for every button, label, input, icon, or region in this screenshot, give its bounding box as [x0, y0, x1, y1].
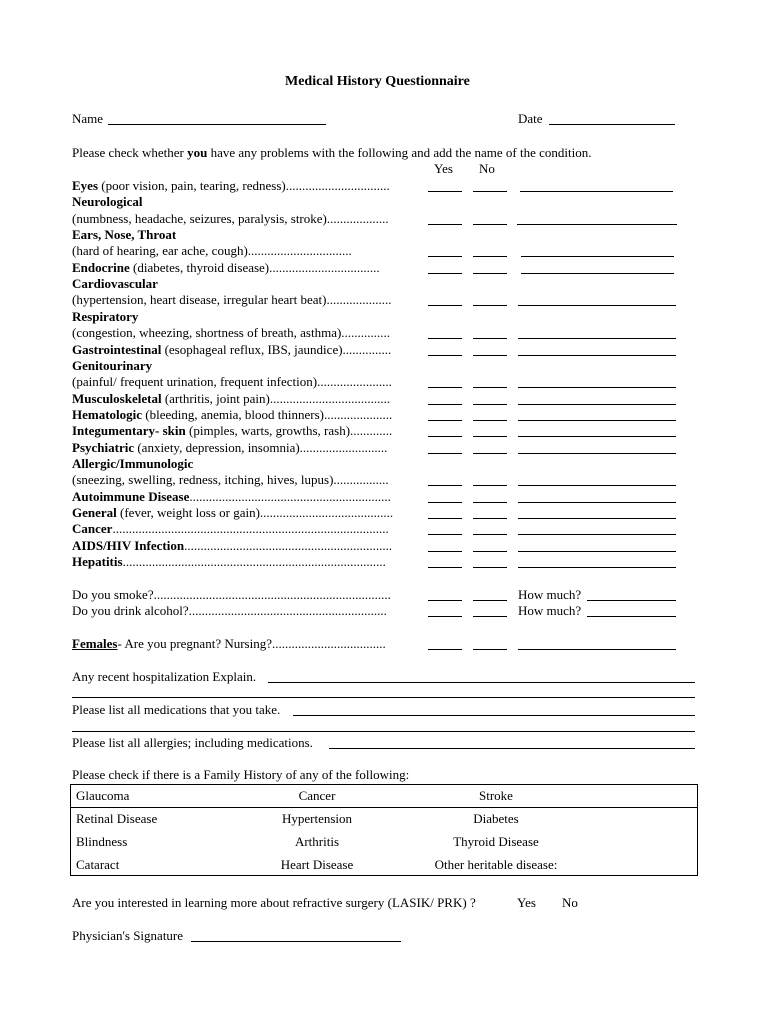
condition-yes-blank[interactable]	[428, 224, 462, 225]
family-history-item[interactable]: Blindness	[76, 834, 128, 849]
condition-no-blank[interactable]	[473, 404, 507, 405]
condition-yes-blank[interactable]	[428, 453, 462, 454]
family-history-item[interactable]: Arthritis	[294, 834, 340, 849]
drink-no-blank[interactable]	[473, 616, 507, 617]
condition-name-field[interactable]	[518, 338, 676, 339]
condition-name-field[interactable]	[518, 404, 676, 405]
condition-row	[72, 325, 390, 341]
medications-field[interactable]	[293, 715, 695, 716]
condition-no-blank[interactable]	[473, 420, 507, 421]
condition-row	[72, 407, 392, 423]
condition-no-blank[interactable]	[473, 534, 507, 535]
condition-no-blank[interactable]	[473, 273, 507, 274]
females-question: Females- Are you pregnant? Nursing?...................................	[72, 636, 386, 651]
condition-description: (bleeding, anemia, blood thinners).....................	[142, 407, 393, 422]
instructions: Please check whether you have any problems with the following and add the name of the condition.	[72, 145, 592, 160]
condition-name-field[interactable]	[518, 502, 676, 503]
females-no-blank[interactable]	[473, 649, 507, 650]
family-history-item[interactable]: Cancer	[298, 788, 336, 803]
condition-name: Hepatitis	[72, 554, 123, 569]
family-history-item[interactable]: Retinal Disease	[76, 811, 158, 826]
condition-name: AIDS/HIV Infection	[72, 538, 185, 553]
condition-group-header: Genitourinary	[72, 358, 153, 373]
condition-group-header: Ears, Nose, Throat	[72, 227, 177, 242]
condition-name: Eyes	[72, 178, 98, 193]
condition-yes-blank[interactable]	[428, 567, 462, 568]
condition-name-field[interactable]	[518, 436, 676, 437]
allergies-label: Please list all allergies; including medications.	[72, 735, 313, 750]
family-history-item[interactable]: Diabetes	[473, 811, 519, 826]
medications-label: Please list all medications that you take.	[72, 702, 281, 717]
condition-description: (esophageal reflux, IBS, jaundice)...............	[161, 342, 392, 357]
hospitalization-label: Any recent hospitalization Explain.	[72, 669, 257, 684]
condition-name-field[interactable]	[518, 551, 676, 552]
page-title: Medical History Questionnaire	[285, 74, 470, 89]
smoke-question: Do you smoke?.........................................................................	[72, 587, 391, 602]
name-field[interactable]	[108, 124, 326, 125]
condition-description: (sneezing, swelling, redness, itching, hives, lupus).................	[72, 472, 389, 487]
condition-name-field[interactable]	[521, 256, 674, 257]
condition-description: ..............................................................	[189, 489, 391, 504]
refractive-surgery-question: Are you interested in learning more about refractive surgery (LASIK/ PRK) ?	[72, 895, 476, 910]
condition-group-header: Allergic/Immunologic	[72, 456, 194, 471]
condition-name: Gastrointestinal	[72, 342, 162, 357]
condition-group-header: Respiratory	[72, 309, 139, 324]
condition-row	[72, 554, 386, 570]
condition-no-blank[interactable]	[473, 224, 507, 225]
condition-description: (hard of hearing, ear ache, cough)................................	[72, 243, 352, 258]
condition-description: (numbness, headache, seizures, paralysis, stroke)...................	[72, 211, 389, 226]
condition-no-blank[interactable]	[473, 305, 507, 306]
condition-row	[72, 342, 391, 358]
medications-field-line2[interactable]	[72, 731, 695, 732]
condition-name: Hematologic	[72, 407, 143, 422]
no-column-header: No	[479, 161, 495, 176]
condition-no-blank[interactable]	[473, 567, 507, 568]
date-field[interactable]	[549, 124, 675, 125]
condition-yes-blank[interactable]	[428, 518, 462, 519]
family-history-item[interactable]: Thyroid Disease	[453, 834, 539, 849]
smoke-yes-blank[interactable]	[428, 600, 462, 601]
condition-name: Endocrine	[72, 260, 130, 275]
condition-yes-blank[interactable]	[428, 551, 462, 552]
condition-yes-blank[interactable]	[428, 387, 462, 388]
smoke-how-much-label: How much?	[518, 587, 582, 602]
drink-question: Do you drink alcohol?.............................................................	[72, 603, 387, 618]
condition-yes-blank[interactable]	[428, 420, 462, 421]
condition-yes-blank[interactable]	[428, 338, 462, 339]
condition-name-field[interactable]	[518, 567, 676, 568]
family-history-item[interactable]: Stroke	[479, 788, 513, 803]
females-yes-blank[interactable]	[428, 649, 462, 650]
condition-description: (poor vision, pain, tearing, redness)................................	[98, 178, 390, 193]
condition-no-blank[interactable]	[473, 518, 507, 519]
hospitalization-field[interactable]	[268, 682, 695, 683]
condition-no-blank[interactable]	[473, 551, 507, 552]
family-history-label: Please check if there is a Family History of any of the following:	[72, 767, 410, 782]
table-divider	[71, 807, 697, 808]
condition-name-field[interactable]	[518, 420, 676, 421]
females-condition-field[interactable]	[518, 649, 676, 650]
condition-yes-blank[interactable]	[428, 273, 462, 274]
condition-description: (diabetes, thyroid disease)..................................	[129, 260, 380, 275]
condition-name-field[interactable]	[518, 305, 676, 306]
condition-description: (fever, weight loss or gain).........................................	[116, 505, 394, 520]
name-label: Name	[72, 111, 104, 126]
condition-row	[72, 489, 391, 505]
condition-row	[72, 211, 389, 227]
smoke-how-much-field[interactable]	[587, 600, 676, 601]
family-history-item[interactable]: Other heritable disease:	[434, 857, 558, 872]
condition-name-field[interactable]	[518, 518, 676, 519]
condition-row	[72, 260, 380, 276]
condition-yes-blank[interactable]	[428, 404, 462, 405]
drink-how-much-field[interactable]	[587, 616, 676, 617]
yes-column-header: Yes	[434, 161, 453, 176]
drink-how-much-label: How much?	[518, 603, 582, 618]
condition-row	[72, 538, 392, 554]
condition-group-header: Neurological	[72, 194, 143, 209]
condition-name-field[interactable]	[518, 534, 676, 535]
condition-row	[72, 178, 390, 194]
smoke-no-blank[interactable]	[473, 600, 507, 601]
condition-name-field[interactable]	[518, 387, 676, 388]
date-label: Date	[518, 111, 543, 126]
family-history-item[interactable]: Cataract	[76, 857, 120, 872]
condition-name: Cancer	[72, 521, 113, 536]
condition-description: (anxiety, depression, insomnia)...........................	[134, 440, 388, 455]
condition-name: Autoimmune Disease	[72, 489, 190, 504]
condition-row	[72, 472, 389, 488]
condition-yes-blank[interactable]	[428, 355, 462, 356]
condition-no-blank[interactable]	[473, 502, 507, 503]
condition-yes-blank[interactable]	[428, 485, 462, 486]
condition-name-field[interactable]	[518, 453, 676, 454]
condition-yes-blank[interactable]	[428, 256, 462, 257]
family-history-table	[70, 784, 698, 876]
refractive-no-option[interactable]: No	[562, 895, 578, 910]
condition-description: (hypertension, heart disease, irregular heart beat)....................	[72, 292, 392, 307]
condition-name-field[interactable]	[521, 273, 674, 274]
condition-description: (painful/ frequent urination, frequent infection).......................	[72, 374, 392, 389]
condition-yes-blank[interactable]	[428, 191, 462, 192]
condition-name: General	[72, 505, 117, 520]
condition-no-blank[interactable]	[473, 387, 507, 388]
condition-description: (congestion, wheezing, shortness of breath, asthma)...............	[72, 325, 391, 340]
hospitalization-field-line2[interactable]	[72, 697, 695, 698]
condition-name-field[interactable]	[517, 224, 677, 225]
condition-yes-blank[interactable]	[428, 534, 462, 535]
family-history-item[interactable]: Heart Disease	[280, 857, 354, 872]
allergies-field[interactable]	[329, 748, 695, 749]
drink-yes-blank[interactable]	[428, 616, 462, 617]
condition-description: (pimples, warts, growths, rash).............	[185, 423, 393, 438]
condition-row	[72, 423, 392, 439]
condition-yes-blank[interactable]	[428, 305, 462, 306]
family-history-item[interactable]: Glaucoma	[76, 788, 130, 803]
condition-row	[72, 243, 352, 259]
condition-row	[72, 292, 391, 308]
condition-row	[72, 374, 392, 390]
condition-row	[72, 440, 387, 456]
condition-no-blank[interactable]	[473, 436, 507, 437]
family-history-item[interactable]: Hypertension	[281, 811, 353, 826]
signature-label: Physician's Signature	[72, 928, 184, 943]
signature-field[interactable]	[191, 941, 401, 942]
refractive-yes-option[interactable]: Yes	[517, 895, 536, 910]
condition-no-blank[interactable]	[473, 485, 507, 486]
condition-description: .................................................................................	[122, 554, 386, 569]
condition-no-blank[interactable]	[473, 256, 507, 257]
condition-row	[72, 521, 389, 537]
condition-description: (arthritis, joint pain).....................................	[161, 391, 391, 406]
condition-name: Musculoskeletal	[72, 391, 162, 406]
condition-name: Integumentary- skin	[72, 423, 186, 438]
condition-yes-blank[interactable]	[428, 502, 462, 503]
condition-name-field[interactable]	[518, 355, 676, 356]
condition-no-blank[interactable]	[473, 338, 507, 339]
condition-group-header: Cardiovascular	[72, 276, 158, 291]
condition-description: .....................................................................................	[112, 521, 389, 536]
condition-yes-blank[interactable]	[428, 436, 462, 437]
condition-row	[72, 505, 393, 521]
condition-name: Psychiatric	[72, 440, 135, 455]
condition-no-blank[interactable]	[473, 191, 507, 192]
condition-no-blank[interactable]	[473, 355, 507, 356]
condition-no-blank[interactable]	[473, 453, 507, 454]
condition-description: ................................................................	[184, 538, 393, 553]
condition-name-field[interactable]	[518, 485, 676, 486]
condition-name-field[interactable]	[520, 191, 673, 192]
condition-row	[72, 391, 390, 407]
